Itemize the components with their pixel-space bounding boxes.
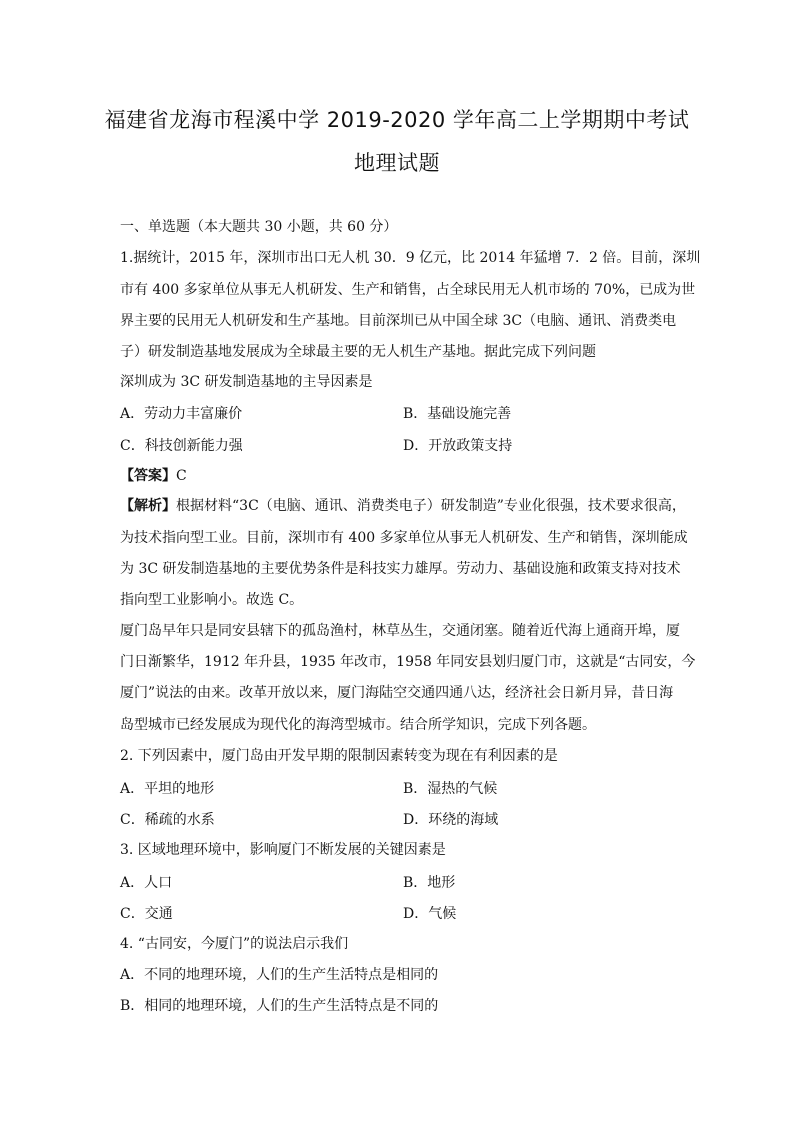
q4-stem: 4. “古同安，今厦门”的说法启示我们 bbox=[120, 936, 349, 952]
q1-stem: 深圳成为 3C 研发制造基地的主导因素是 bbox=[120, 374, 373, 390]
q1-option-b: B．基础设施完善 bbox=[403, 406, 512, 422]
q3-stem: 3. 区域地理环境中，影响厦门不断发展的关键因素是 bbox=[120, 842, 446, 858]
q3-option-c: C．交通 bbox=[120, 906, 173, 922]
q1-analysis-line bbox=[120, 496, 686, 516]
q1-analysis-line: 为 3C 研发制造基地的主要优势条件是科技实力雄厚。劳动力、基础设施和政策支持对技术 bbox=[120, 561, 681, 577]
material2-line: 岛型城市已经发展成为现代化的海湾型城市。结合所学知识，完成下列各题。 bbox=[120, 717, 596, 733]
q4-option-a: A．不同的地理环境，人们的生产生活特点是相同的 bbox=[120, 967, 439, 983]
q1-analysis-line: 指向型工业影响小。故选 C。 bbox=[120, 592, 304, 608]
q3-option-d: D．气候 bbox=[403, 906, 457, 922]
analysis-label: 【解析】 bbox=[120, 498, 176, 514]
q1-material-line: 1.据统计，2015 年，深圳市出口无人机 30．9 亿元，比 2014 年猛增 7．2 倍。目前，深圳 bbox=[120, 250, 701, 266]
q1-option-d: D．开放政策支持 bbox=[403, 438, 513, 454]
q2-option-d: D．环绕的海域 bbox=[403, 812, 499, 828]
q1-material-line: 界主要的民用无人机研发和生产基地。目前深圳已从中国全球 3C（电脑、通讯、消费类电 bbox=[120, 313, 677, 329]
q3-option-a: A．人口 bbox=[120, 875, 173, 891]
q2-option-b: B．湿热的气候 bbox=[403, 781, 498, 797]
answer-label: 【答案】 bbox=[120, 468, 176, 484]
q4-option-b: B．相同的地理环境，人们的生产生活特点是不同的 bbox=[120, 998, 439, 1014]
q1-option-c: C．科技创新能力强 bbox=[120, 438, 243, 454]
q1-material-line: 子）研发制造基地发展成为全球最主要的无人机生产基地。据此完成下列问题 bbox=[120, 344, 596, 360]
document-title: 福建省龙海市程溪中学 2019-2020 学年高二上学期期中考试 bbox=[104, 108, 690, 132]
section-heading: 一、单选题（本大题共 30 小题，共 60 分） bbox=[120, 219, 398, 235]
q1-material-line: 市有 400 多家单位从事无人机研发、生产和销售，占全球民用无人机市场的 70%，已成为世 bbox=[120, 282, 696, 298]
q3-option-b: B．地形 bbox=[403, 875, 456, 891]
analysis-text: 根据材料“3C（电脑、通讯、消费类电子）研发制造”专业化很强，技术要求很高， bbox=[176, 498, 686, 514]
q2-option-a: A．平坦的地形 bbox=[120, 781, 215, 797]
document-subtitle: 地理试题 bbox=[354, 151, 440, 175]
material2-line: 门日渐繁华，1912 年升县，1935 年改市，1958 年同安县划归厦门市，这就是“古同安，今 bbox=[120, 654, 696, 670]
material2-line: 厦门”说法的由来。改革开放以来，厦门海陆空交通四通八达，经济社会日新月异，昔日海 bbox=[120, 685, 674, 701]
material2-line: 厦门岛早年只是同安县辖下的孤岛渔村，林草丛生，交通闭塞。随着近代海上通商开埠，厦 bbox=[120, 623, 680, 639]
q2-stem: 2. 下列因素中，厦门岛由开发早期的限制因素转变为现在有利因素的是 bbox=[120, 748, 558, 764]
q1-answer bbox=[120, 466, 187, 486]
q1-option-a: A．劳动力丰富廉价 bbox=[120, 406, 243, 422]
answer-value: C bbox=[176, 468, 187, 484]
q2-option-c: C．稀疏的水系 bbox=[120, 812, 215, 828]
q1-analysis-line: 为技术指向型工业。目前，深圳市有 400 多家单位从事无人机研发、生产和销售，深圳能成 bbox=[120, 530, 688, 546]
